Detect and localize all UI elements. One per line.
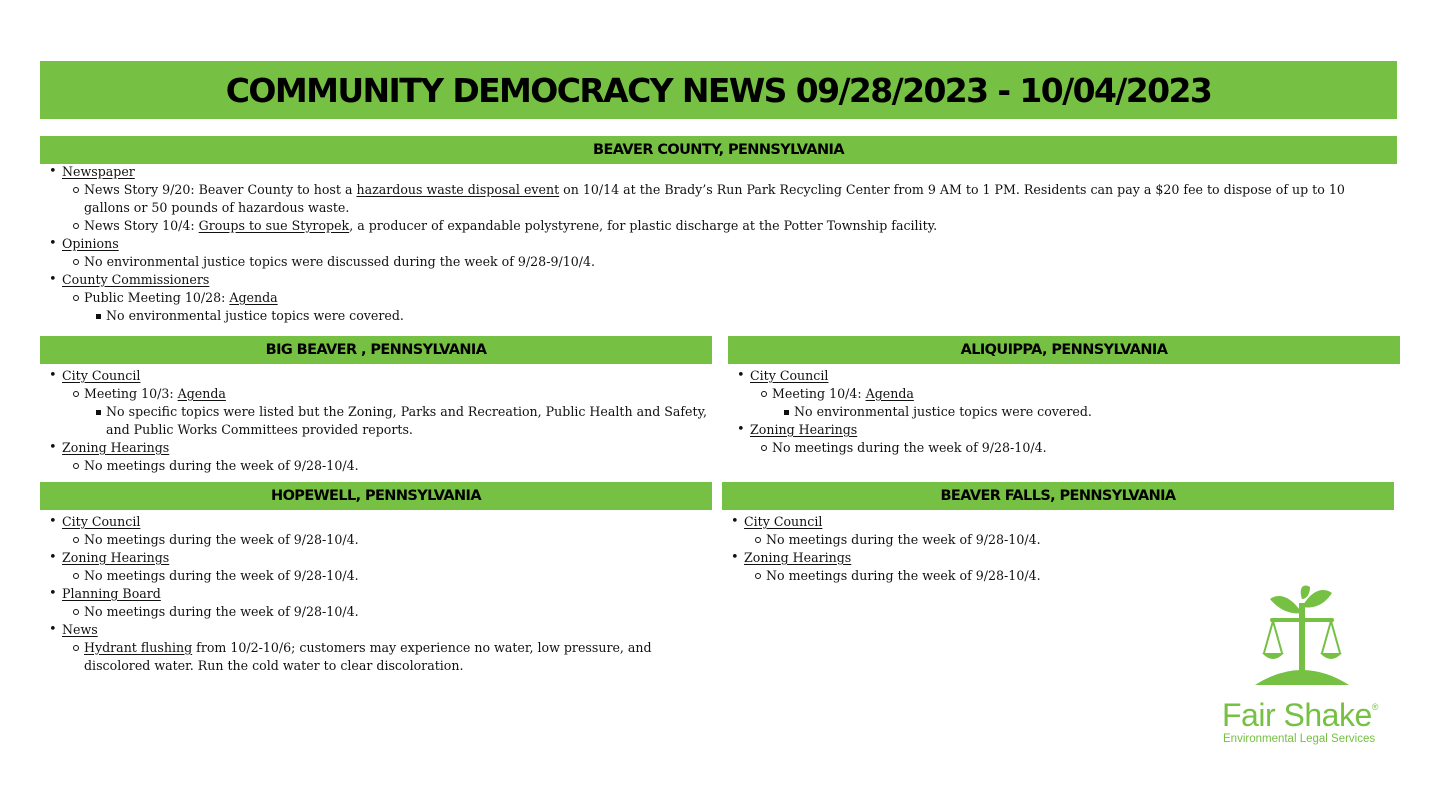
- logo-name-text: Fair Shake: [1222, 697, 1372, 733]
- list-item: No meetings during the week of 9/28-10/4.: [40, 457, 712, 475]
- hazardous-waste-link[interactable]: hazardous waste disposal event: [356, 182, 560, 197]
- zoning-hearings-link[interactable]: Zoning Hearings: [62, 550, 170, 565]
- city-council-link[interactable]: City Council: [744, 514, 823, 529]
- section-header-beaver-county: BEAVER COUNTY, PENNSYLVANIA: [40, 136, 1397, 164]
- hydrant-flushing-link[interactable]: Hydrant flushing: [84, 640, 193, 655]
- section-hopewell: [40, 513, 712, 675]
- agenda-link[interactable]: Agenda: [229, 290, 278, 305]
- city-council-link[interactable]: City Council: [62, 514, 141, 529]
- list-item: [40, 235, 1380, 253]
- section-big-beaver: [40, 367, 712, 475]
- list-item: [722, 549, 1394, 567]
- list-item: [722, 513, 1394, 531]
- list-item: [728, 385, 1400, 403]
- meeting-text: Meeting 10/4:: [772, 386, 866, 401]
- list-item: [40, 439, 712, 457]
- list-item: No meetings during the week of 9/28-10/4.: [40, 531, 712, 549]
- registered-mark: ®: [1371, 702, 1378, 713]
- list-item: No meetings during the week of 9/28-10/4.: [722, 531, 1394, 549]
- list-item: [40, 621, 712, 639]
- section-aliquippa: [728, 367, 1400, 457]
- list-item: No environmental justice topics were covered.: [40, 307, 1380, 325]
- planning-board-link[interactable]: Planning Board: [62, 586, 161, 601]
- list-item: [40, 181, 1380, 217]
- zoning-hearings-link[interactable]: Zoning Hearings: [750, 422, 858, 437]
- section-header-aliquippa: ALIQUIPPA, PENNSYLVANIA: [728, 336, 1400, 364]
- list-item: No meetings during the week of 9/28-10/4.: [722, 567, 1394, 585]
- meeting-text: Meeting 10/3:: [84, 386, 178, 401]
- city-council-link[interactable]: City Council: [62, 368, 141, 383]
- section-header-hopewell: HOPEWELL, PENNSYLVANIA: [40, 482, 712, 510]
- news-link[interactable]: News: [62, 622, 98, 637]
- list-item: [40, 549, 712, 567]
- list-item: No specific topics were listed but the Zoning, Parks and Recreation, Public Health and Safety, and Public Works Committees provided reports.: [40, 403, 712, 439]
- section-header-beaver-falls: BEAVER FALLS, PENNSYLVANIA: [722, 482, 1394, 510]
- list-item: [728, 367, 1400, 385]
- list-item: [40, 163, 1380, 181]
- news-text: from 10/2-10/6; customers may experience no water, low pressure, and discolored water. Run the cold water to clear discoloration.: [84, 640, 652, 673]
- section-beaver-county: [40, 163, 1380, 325]
- list-item: [40, 367, 712, 385]
- page-title: COMMUNITY DEMOCRACY NEWS 09/28/2023 - 10/04/2023: [225, 70, 1212, 110]
- styropek-link[interactable]: Groups to sue Styropek: [198, 218, 350, 233]
- list-item: [40, 289, 1380, 307]
- story-text: News Story 9/20: Beaver County to host a: [84, 182, 357, 197]
- list-item: [40, 217, 1380, 235]
- list-item: [728, 421, 1400, 439]
- zoning-hearings-link[interactable]: Zoning Hearings: [62, 440, 170, 455]
- city-council-link[interactable]: City Council: [750, 368, 829, 383]
- list-item: No meetings during the week of 9/28-10/4.: [728, 439, 1400, 457]
- meeting-text: Public Meeting 10/28:: [84, 290, 230, 305]
- title-banner: [40, 61, 1397, 119]
- list-item: No meetings during the week of 9/28-10/4.: [40, 567, 712, 585]
- list-item: [40, 513, 712, 531]
- list-item: No environmental justice topics were covered.: [728, 403, 1400, 421]
- list-item: No environmental justice topics were discussed during the week of 9/28-9/10/4.: [40, 253, 1380, 271]
- list-item: No meetings during the week of 9/28-10/4.: [40, 603, 712, 621]
- logo-tagline: Environmental Legal Services: [1223, 733, 1376, 745]
- story-text: News Story 10/4:: [84, 218, 199, 233]
- county-commissioners-link[interactable]: County Commissioners: [62, 272, 210, 287]
- story-text: on 10/14 at the Brady’s Run Park Recycling Center from 9 AM to 1 PM. Residents can pay a $20 fee to dispose of up to 10 gallons or 50 pounds of hazardous waste.: [84, 182, 1345, 215]
- list-item: [40, 585, 712, 603]
- list-item: [40, 271, 1380, 289]
- logo-name: [1222, 697, 1378, 734]
- agenda-link[interactable]: Agenda: [177, 386, 226, 401]
- section-header-big-beaver: BIG BEAVER , PENNSYLVANIA: [40, 336, 712, 364]
- newspaper-link[interactable]: Newspaper: [62, 164, 135, 179]
- list-item: [40, 639, 712, 675]
- story-text: , a producer of expandable polystyrene, for plastic discharge at the Potter Township facility.: [349, 218, 938, 233]
- list-item: [40, 385, 712, 403]
- agenda-link[interactable]: Agenda: [865, 386, 914, 401]
- section-beaver-falls: [722, 513, 1394, 585]
- zoning-hearings-link[interactable]: Zoning Hearings: [744, 550, 852, 565]
- opinions-link[interactable]: Opinions: [62, 236, 119, 251]
